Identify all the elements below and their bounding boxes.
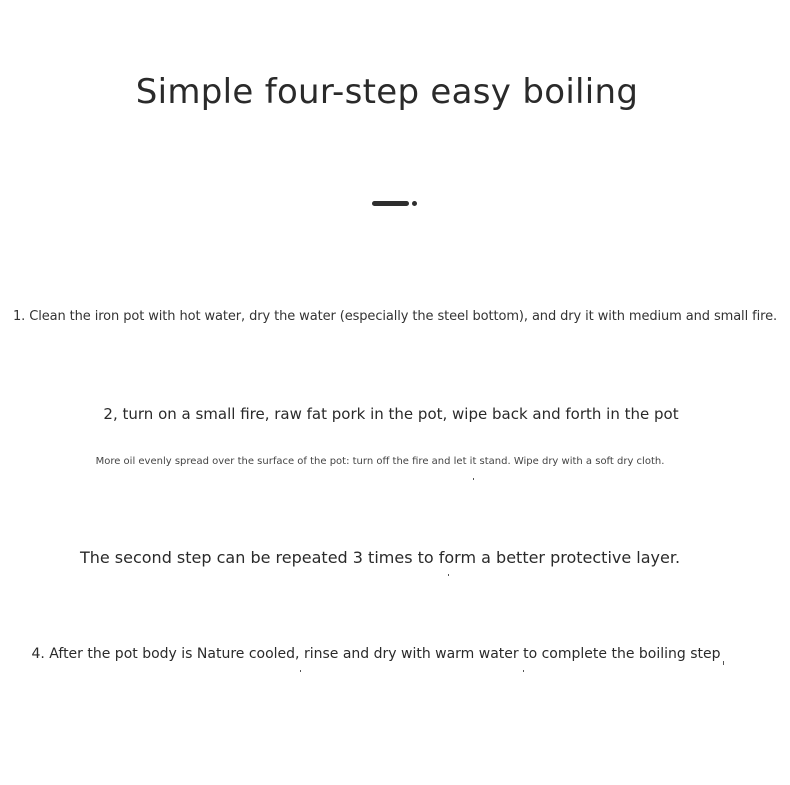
step-3-text: The second step can be repeated 3 times to form a better protective layer. (79, 548, 681, 567)
page-title: Simple four-step easy boiling (135, 72, 639, 112)
step-4-text: 4. After the pot body is Nature cooled, rinse and dry with warm water to complete the boiling step (31, 646, 721, 662)
stray-mark (473, 478, 474, 480)
divider-bar (372, 201, 409, 206)
stray-mark (523, 670, 524, 672)
divider-dot (412, 201, 417, 206)
step-2-text: 2, turn on a small fire, raw fat pork in the pot, wipe back and forth in the pot (103, 405, 679, 423)
stray-mark (300, 670, 301, 672)
step-2-note: More oil evenly spread over the surface of the pot: turn off the fire and let it stand. Wipe dry with a soft dry cloth. (95, 456, 665, 467)
stray-mark (448, 574, 449, 576)
stray-mark (723, 661, 724, 665)
step-1-text: 1. Clean the iron pot with hot water, dry the water (especially the steel bottom), and dry it with medium and small fire. (12, 309, 777, 324)
title-divider (372, 201, 420, 207)
